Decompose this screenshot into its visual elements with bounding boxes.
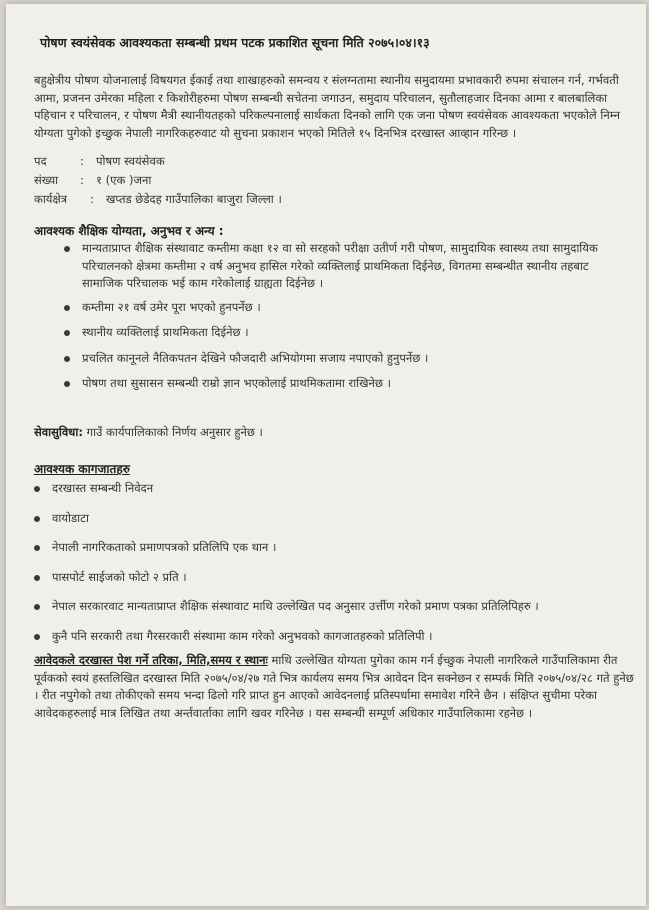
bullet-icon [34,634,40,640]
bullet-icon [64,305,70,311]
bullet-icon [34,545,40,551]
list-item-text: स्थानीय व्यक्तिलाई प्राथमिकता दिईनेछ । [82,325,249,339]
list-item-text: दरखास्त सम्बन्धी निवेदन [52,481,154,495]
list-item [26,480,626,498]
list-item [26,539,626,557]
qualification-heading: आवश्यक शैक्षिक योग्यता, अनुभव र अन्य : [34,224,224,238]
bullet-icon [64,330,70,336]
field-workarea-value: खप्तड छेडेदह गाउँपालिका बाजुरा जिल्ला । [106,192,282,206]
notice-title: पोषण स्वयंसेवक आवश्यकता सम्बन्धी प्रथम पटक प्रकाशित सूचना मिति २०७५।०४।१३ [40,35,430,50]
field-count-value: १ (एक )जना [96,173,152,187]
list-item [56,299,626,317]
field-post [34,154,165,169]
list-item-text: कुनै पनि सरकारी तथा गैरसरकारी संस्थामा काम गरेको अनुभवको कागजातहरुको प्रतिलिपी । [52,628,433,643]
intro-paragraph: बहुक्षेत्रीय पोषण योजनालाई विषयगत ईकाई तथा शाखाहरुको समन्वय र संलग्नतामा स्थानीय समुदायमा प्रभावकारी रुपमा संचालन गर्न, गर्भवती आमा, प्रजनन उमेरका महिला र किशोरीहरुमा पोषण सम्बन्धी सचेतना जगाउन, समुदाय परिचालन, सुतौलाहजार दिनका आमा र बालबालिका पहिचान र परिचालन, र पोषण मैत्री स्थानीयतहको परिकल्पनालाई सार्थकता दिनको लागि एक जना पोषण स्वयंसेवक आवश्यकता भएकोले निम्न योग्यता पुगेको इच्छुक नेपाली नागरिकहरुवाट यो सुचना प्रकाशन भएको मितिले १५ दिनभित्र दरखास्त आव्हान गरिन्छ । [34,73,621,140]
list-item-text: पोषण तथा सुसासन सम्बन्धी राम्रो ज्ञान भएकोलाई प्राथमिकतामा राखिनेछ । [82,376,392,390]
facilities-text: गाउँ कार्यपालिकाको निर्णय अनुसार हुनेछ । [82,425,263,439]
list-item-text: नेपाली नागरिकताको प्रमाणपत्रको प्रतिलिपि एक थान । [52,540,277,554]
list-item-text: वायोडाटा [52,510,89,525]
field-post-value: पोषण स्वयंसेवक [96,154,165,168]
documents-list [26,480,626,645]
application-text: माथि उल्लेखित योग्यता पुगेका काम गर्न ईच्छुक नेपाली नागरिकले गाउँपालिकामा रीत पूर्वकको स्वयं हस्तलिखित दरखास्त मिति २०७५/०४/२७ गते भित्र कार्यलय समय भित्र आवेदन दिन सक्नेछन र सम्पर्क मिति २०७५/०४/२८ गते हुनेछ । रीत नपुगेको तथा तोकीएको समय भन्दा ढिलो गरि प्राप्त हुन आएको आवेदनलाई प्रतिस्पर्धामा समावेश गरिने छैन । संक्षिप्त सुचीमा परेका आवेदकहरुलाई मात्र लिखित तथा अर्न्तवार्ताका लागि खवर गरिनेछ । यस सम्बन्धी सम्पूर्ण अधिकार गाउँपालिकामा रहनेछ । [34,653,634,720]
application-paragraph [34,652,634,722]
field-post-sep: : [80,154,84,168]
list-item [56,240,626,293]
list-item [56,324,626,342]
list-item [56,375,626,393]
field-workarea-key: कार्यक्षेत्र [34,192,68,206]
list-item-text: मान्यताप्राप्त शैक्षिक संस्थावाट कम्तीमा कक्षा १२ वा सो सरहको परीक्षा उतीर्ण गरी पोषण, सामुदायिक स्वास्थ्य तथा सामुदायिक परिचालनको क्षेत्रमा कम्तीमा २ वर्ष अनुभव हासिल गरेको व्यक्तिलाई प्राथमिकता दिईनेछ, विगतमा सम्बन्धीत स्थानीय तहबाट सामाजिक परिचालक भई काम गरेकोलाई ग्राह्यता दिईनेछ । [82,241,598,290]
list-item [26,598,626,616]
list-item-text: नेपाल सरकारवाट मान्यताप्राप्त शैक्षिक संस्थावाट माथि उल्लेखित पद अनुसार उर्त्तीण गरेको प्रमाण पत्रका प्रतिलिपिहरु । [52,599,539,613]
list-item [26,628,626,646]
field-count [34,173,151,188]
bullet-icon [64,356,70,362]
application-label: आवेदकले दरखास्त पेश गर्ने तरिका, मिति,समय र स्थानः [34,653,268,667]
list-item-text: पासपोर्ट साईजको फोटो २ प्रति । [52,569,187,584]
list-item [56,350,626,368]
qualification-list [56,240,626,393]
bullet-icon [34,604,40,610]
field-workarea [34,192,282,207]
list-item [26,569,626,587]
list-item-text: कम्तीमा २१ वर्ष उमेर पूरा भएको हुनपर्नेछ । [82,299,261,314]
field-post-key: पद [34,154,47,168]
bullet-icon [34,486,40,492]
bullet-icon [64,381,70,387]
field-count-key: संख्या [34,173,59,187]
bullet-icon [34,575,40,581]
notice-paper [6,4,646,906]
field-workarea-sep: : [90,192,94,206]
documents-heading: आवश्यक कागजातहरु [34,462,130,476]
bullet-icon [34,516,40,522]
list-item [26,510,626,528]
facilities-line [34,424,634,442]
bullet-icon [64,246,70,252]
field-count-sep: : [80,173,84,187]
facilities-label: सेवासुविधा: [34,425,83,439]
list-item-text: प्रचलित कानूनले नैतिकपतन देखिने फौजदारी अभियोगमा सजाय नपाएको हुनुपर्नेछ । [82,350,429,365]
